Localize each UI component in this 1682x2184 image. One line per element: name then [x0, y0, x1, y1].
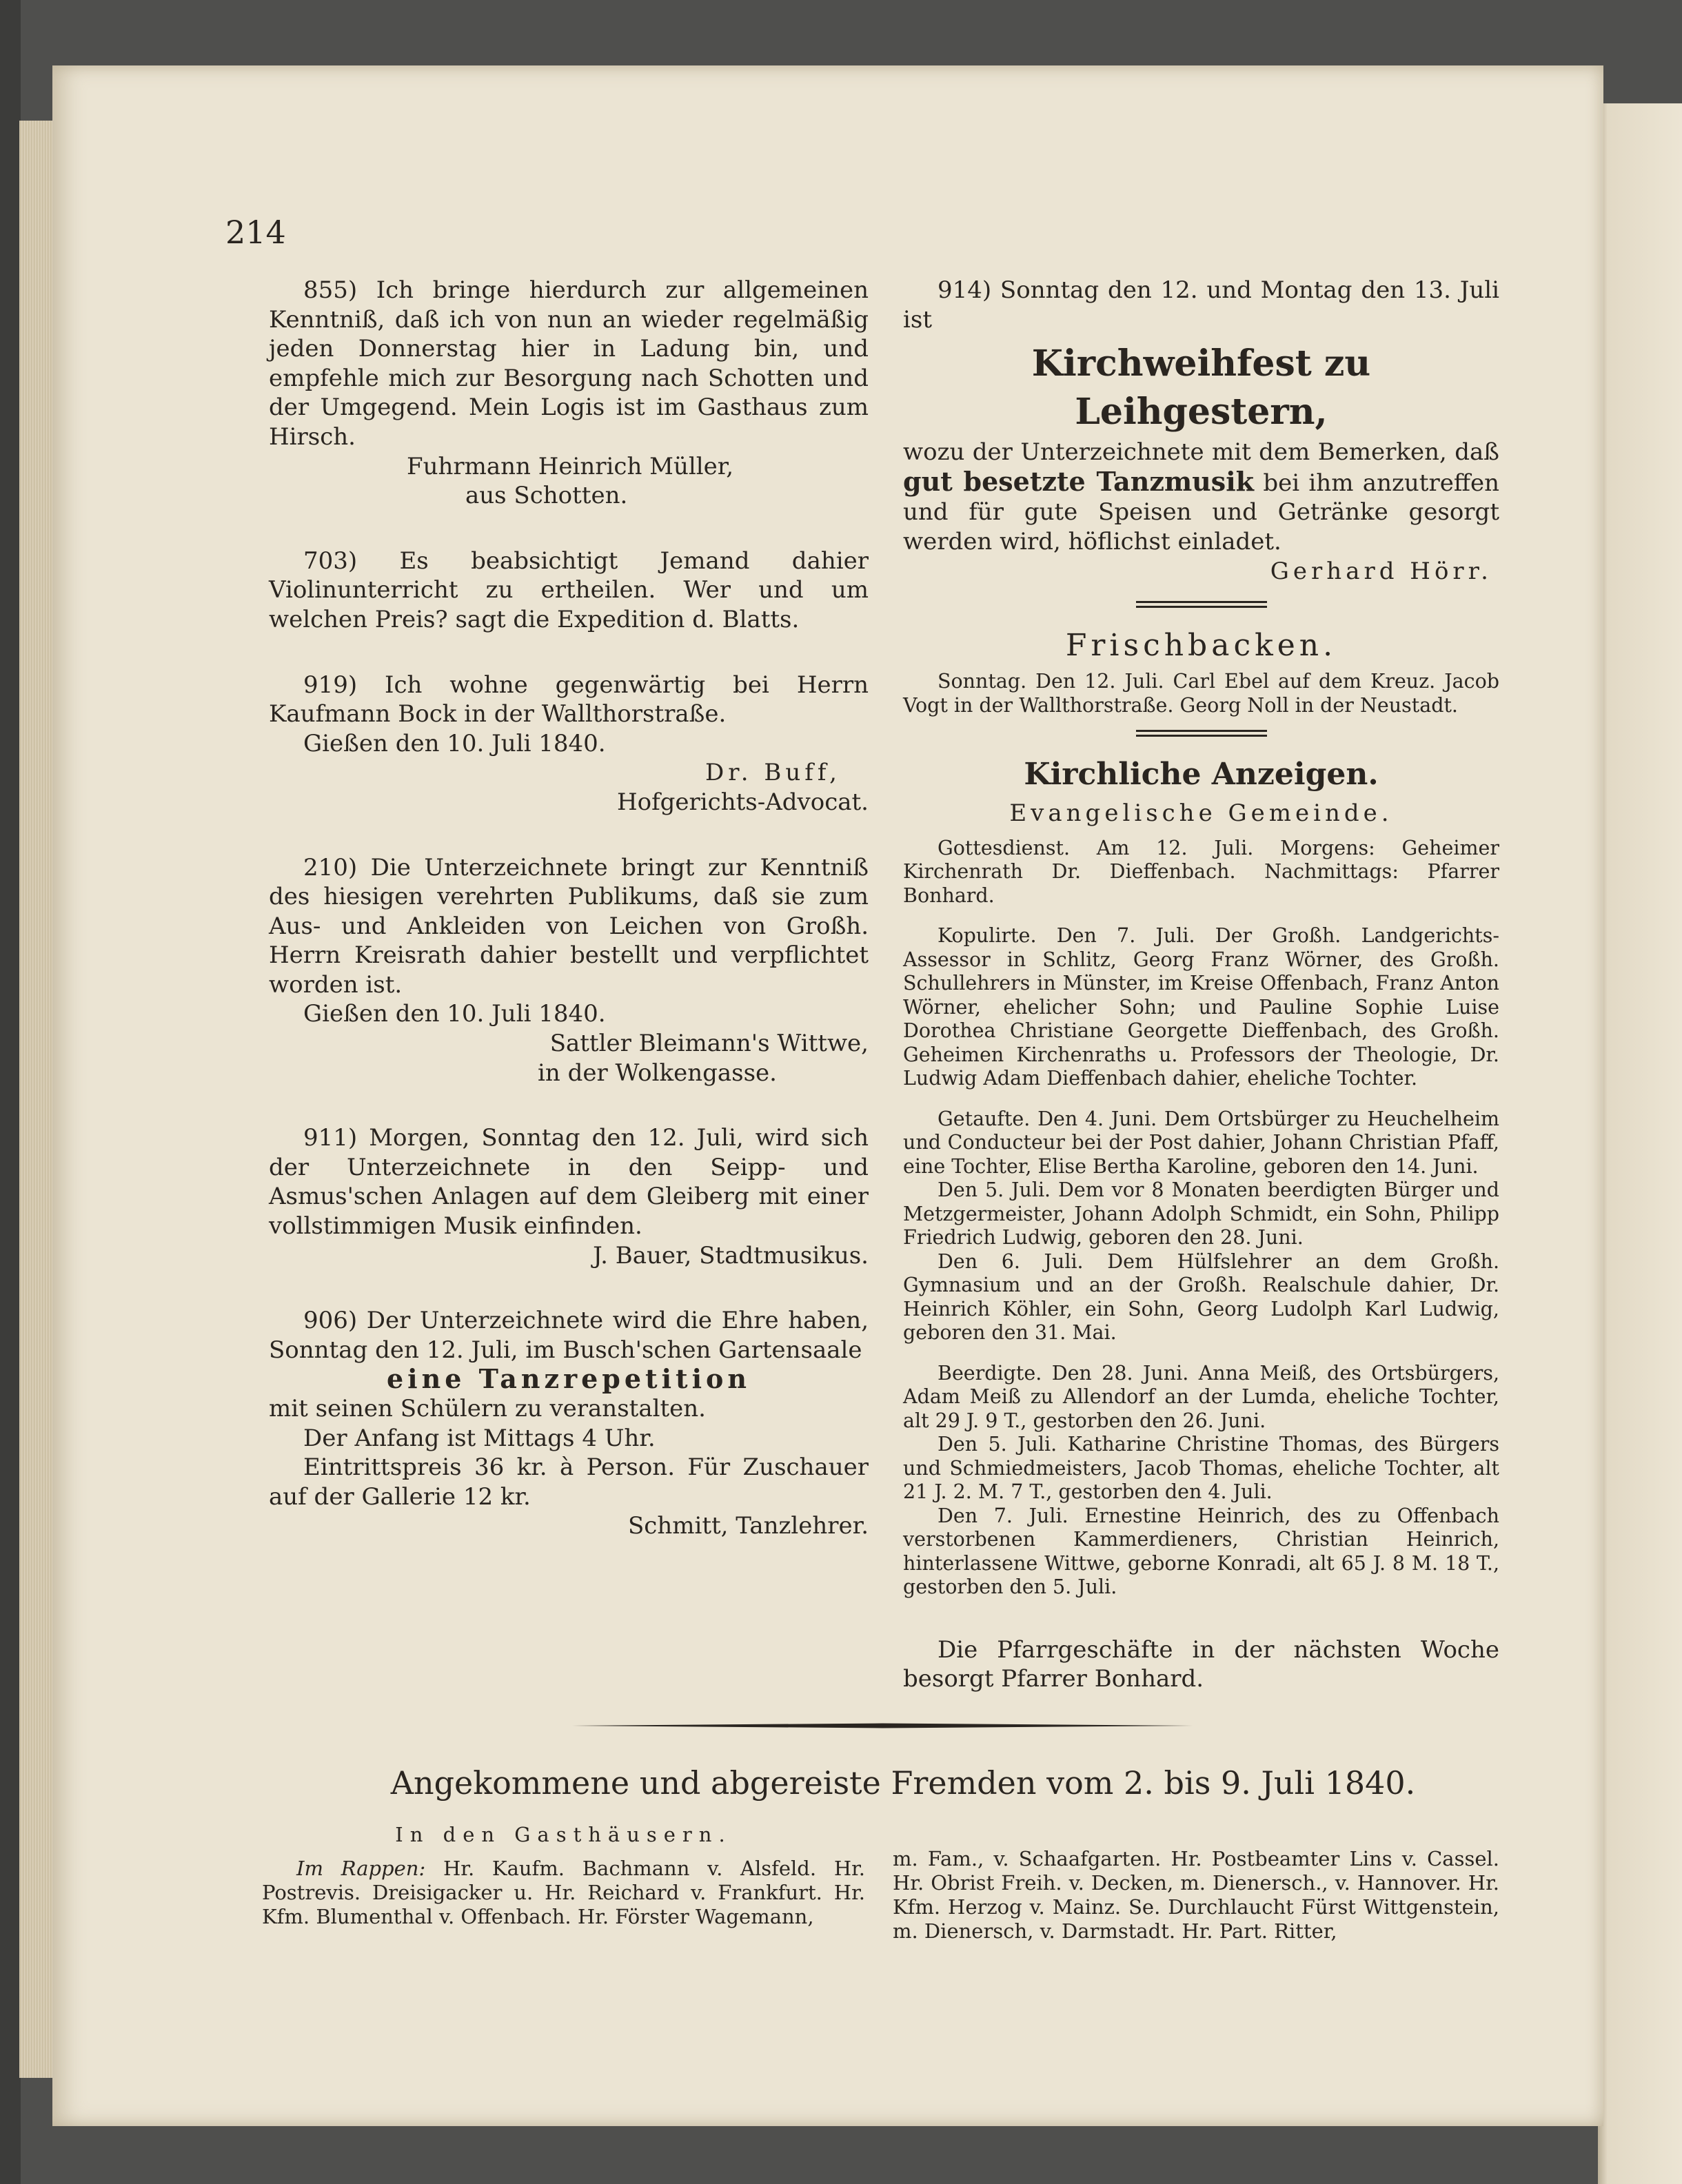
notice-text: 919) Ich wohne gegenwärtig bei Herrn Kaufmann Bock in der Wallthorstraße.	[269, 671, 869, 728]
notice-text-line: Der Anfang ist Mittags 4 Uhr.	[303, 1424, 656, 1452]
section-text: Sonntag. Den 12. Juli. Carl Ebel auf dem Kreuz. Jacob Vogt in der Wallthorstraße. Georg Noll in der Neustadt.	[903, 670, 1499, 717]
section-heading: Frischbacken.	[1065, 628, 1337, 664]
notice-signature: Fuhrmann Heinrich Müller,	[407, 452, 734, 480]
section-divider	[1136, 730, 1267, 737]
notice-signature-place: aus Schotten.	[465, 482, 628, 510]
notice-text: 914) Sonntag den 12. und Montag den 13. Juli ist	[903, 276, 1499, 334]
notice-signature-title: Hofgerichts-Advocat.	[616, 788, 869, 816]
church-baptism: Den 5. Juli. Dem vor 8 Monaten beerdigten Bürger und Metzgermeister, Johann Adolph Schmidt, ein Sohn, Philipp Friedrich Ludwig, geboren den 28. Juni.	[903, 1178, 1499, 1249]
notice-signature: Gerhard Hörr.	[1270, 557, 1492, 585]
notice-date: Gießen den 10. Juli 1840.	[303, 1000, 606, 1028]
notice-text-line: Eintrittspreis 36 kr. à Person. Für Zuschauer auf der Gallerie 12 kr.	[269, 1453, 869, 1511]
church-notices-section	[903, 755, 1499, 1694]
notice-bold-phrase: gut besetzte Tanzmusik	[903, 465, 1254, 497]
notice-signature-place: in der Wolkengasse.	[538, 1059, 777, 1087]
notice-event-title: Kirchweihfest zu Leihgestern,	[1031, 343, 1371, 433]
arrivals-text: Hr. Kaufm. Bachmann v. Alsfeld. Hr. Postrevis. Dreisigacker u. Hr. Reichard v. Frankfurt. Hr. Kfm. Blumenthal v. Offenbach. Hr. Förster Wagemann,	[262, 1857, 866, 1928]
notice-signature: Schmitt, Tanzlehrer.	[628, 1512, 869, 1540]
notice-date: Gießen den 10. Juli 1840.	[303, 729, 606, 757]
section-heading: Kirchliche Anzeigen.	[1024, 757, 1379, 793]
notice-text-part: bei ihm anzutreffen und für gute Speisen und Getränke gesorgt werden wird, höflichst einladet.	[903, 469, 1499, 555]
notice-text: 855) Ich bringe hierdurch zur allgemeinen Kenntniß, daß ich von nun an wieder regelmäßig jeden Donnerstag hier in Ladung bin, und empfehle mich zur Besorgung nach Schotten und der Umgegend. Mein Logis ist im Gasthaus zum Hirsch.	[269, 276, 869, 451]
notice-914	[903, 276, 1499, 586]
church-baptism: Den 6. Juli. Dem Hülfslehrer an dem Großh. Gymnasium und an der Großh. Realschule dahier, Dr. Heinrich Köhler, ein Sohn, Georg Ludolph Karl Ludwig, geboren den 31. Mai.	[903, 1249, 1499, 1345]
church-marriages: Kopulirte. Den 7. Juli. Der Großh. Landgerichts-Assessor in Schlitz, Georg Franz Wörner, des Großh. Schullehrers in Münster, im Kreise Offenbach, Franz Anton Wörner, ehelicher Sohn; und Pauline Sophie Luise Dorothea Christiane Georgette Dieffenbach, des Großh. Geheimen Kirchenraths u. Professors der Theologie, Dr. Ludwig Adam Dieffenbach dahier, eheliche Tochter.	[903, 924, 1499, 1090]
notice-text	[903, 438, 1499, 556]
right-column	[903, 276, 1499, 1694]
page-number: 214	[225, 214, 286, 251]
arrivals-heading: Angekommene und abgereiste Fremden vom 2. bis 9. Juli 1840.	[390, 1764, 1416, 1802]
notice-906	[269, 1306, 869, 1541]
arrivals-subheading: In den Gasthäusern.	[395, 1823, 732, 1846]
church-closing: Die Pfarrgeschäfte in der nächsten Woche besorgt Pfarrer Bonhard.	[903, 1635, 1499, 1693]
notice-919	[269, 671, 869, 817]
notice-text-line: mit seinen Schülern zu veranstalten.	[269, 1395, 706, 1422]
section-subheading: Evangelische Gemeinde.	[1009, 799, 1393, 828]
notice-text: 703) Es beabsichtigt Jemand dahier Violinunterricht zu ertheilen. Wer und um welchen Preis? sagt die Expedition d. Blatts.	[269, 547, 869, 633]
notice-signature: Sattler Bleimann's Wittwe,	[549, 1030, 869, 1058]
church-baptism: Getaufte. Den 4. Juni. Dem Ortsbürger zu Heuchelheim und Conducteur bei der Post dahier, Johann Christian Pfaff, eine Tochter, Elise Bertha Karoline, geboren den 14. Juni.	[903, 1107, 1499, 1178]
notice-210	[269, 853, 869, 1088]
notice-event-title: eine Tanzrepetition	[386, 1363, 751, 1395]
notice-text: 906) Der Unterzeichnete wird die Ehre haben, Sonntag den 12. Juli, im Busch'schen Gartensaale	[269, 1307, 869, 1364]
notice-signature: J. Bauer, Stadtmusikus.	[593, 1241, 869, 1269]
notice-text: 911) Morgen, Sonntag den 12. Juli, wird sich der Unterzeichnete in den Seipp- und Asmus'schen Anlagen auf dem Gleiberg mit einer vollstimmigen Musik einfinden.	[269, 1124, 869, 1241]
notice-703	[269, 547, 869, 635]
facing-page-edge	[1598, 103, 1682, 2184]
church-burial: Den 5. Juli. Katharine Christine Thomas, des Bürgers und Schmiedmeisters, Jacob Thomas, eheliche Tochter, alt 21 J. 2. M. 7 T., gestorben den 4. Juli.	[903, 1433, 1499, 1504]
arrivals-text: m. Fam., v. Schaafgarten. Hr. Postbeamter Lins v. Cassel. Hr. Obrist Freih. v. Decken, m. Dienersch., v. Hannover. Hr. Kfm. Herzog v. Mainz. Se. Durchlaucht Fürst Wittgenstein, m. Dienersch, v. Darmstadt. Hr. Part. Ritter,	[893, 1847, 1499, 1943]
notice-text: 210) Die Unterzeichnete bringt zur Kenntniß des hiesigen verehrten Publikums, daß sie zum Aus- und Ankleiden von Leichen von Großh. Herrn Kreisrath dahier bestellt und verpflichtet worden ist.	[269, 853, 869, 999]
left-column	[269, 276, 869, 1541]
church-burial: Den 7. Juli. Ernestine Heinrich, des zu Offenbach verstorbenen Kammerdieners, Christian Heinrich, hinterlassene Wittwe, geborne Konradi, alt 65 J. 8 M. 18 T., gestorben den 5. Juli.	[903, 1504, 1499, 1599]
notice-855	[269, 276, 869, 511]
book-page-stack	[19, 121, 57, 2078]
scan-backdrop	[0, 0, 21, 2184]
church-burial: Beerdigte. Den 28. Juni. Anna Meiß, des Ortsbürgers, Adam Meiß zu Allendorf an der Lumda, eheliche Tochter, alt 29 J. 9 T., gestorben den 26. Juni.	[903, 1361, 1499, 1432]
section-divider	[1136, 601, 1267, 608]
hotel-label: Im Rappen:	[296, 1857, 426, 1880]
arrivals-left-column	[262, 1823, 865, 1929]
notice-text-part: wozu der Unterzeichnete mit dem Bemerken, daß	[903, 438, 1499, 467]
notice-911	[269, 1123, 869, 1270]
frischbacken-section	[903, 626, 1499, 717]
notice-signature: Dr. Buff,	[705, 759, 841, 787]
page-divider-rule	[572, 1723, 1193, 1728]
church-services: Gottesdienst. Am 12. Juli. Morgens: Geheimer Kirchenrath Dr. Dieffenbach. Nachmittags: Pfarrer Bonhard.	[903, 836, 1499, 907]
arrivals-right-column	[893, 1847, 1499, 1943]
